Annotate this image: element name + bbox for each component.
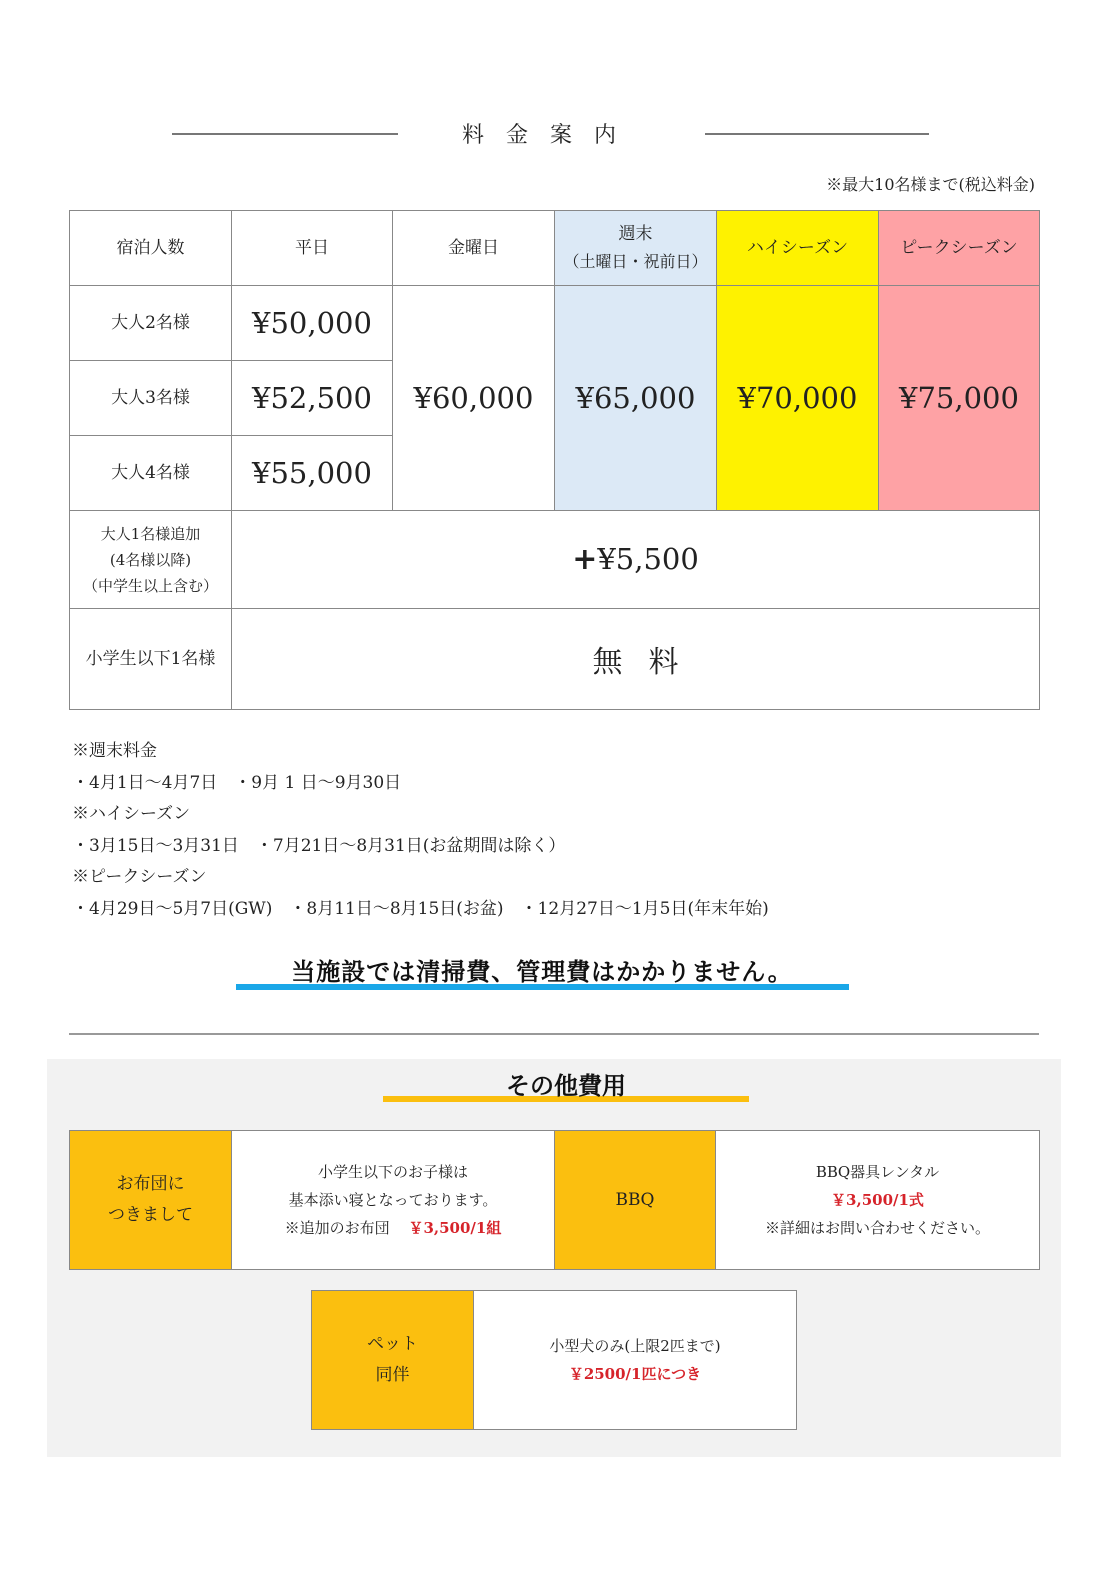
child-price-value: 無料 <box>592 645 705 680</box>
header-weekday: 平日 <box>232 211 393 286</box>
title-rule-left <box>172 133 398 135</box>
extra-label-line2: (4名様以降) <box>109 550 192 569</box>
price-weekend: ¥65,000 <box>555 286 717 511</box>
extra-label-line3: （中学生以上含む） <box>82 576 218 595</box>
pet-label <box>312 1291 474 1430</box>
price-friday: ¥60,000 <box>393 286 555 511</box>
header-high-season: ハイシーズン <box>717 211 879 286</box>
futon-line1: 小学生以下のお子様は <box>317 1163 468 1181</box>
price-high-season: ¥70,000 <box>717 286 879 511</box>
pet-price: ￥2500/1匹につき <box>568 1365 702 1383</box>
pet-fee-table <box>311 1290 797 1430</box>
section-divider <box>69 1033 1039 1035</box>
futon-label <box>70 1131 232 1270</box>
season-note-line: ・3月15日〜3月31日 ・7月21日〜8月31日(お盆期間は除く） <box>72 835 566 856</box>
pet-label-line1: ペット <box>367 1334 418 1354</box>
other-fees-title: その他費用 <box>506 1071 626 1100</box>
header-weekend-line1: 週末 <box>618 224 653 244</box>
other-fees-table <box>69 1130 1040 1270</box>
season-note-line: ※ハイシーズン <box>72 804 191 824</box>
capacity-note: ※最大10名様まで(税込料金) <box>826 175 1035 194</box>
header-friday: 金曜日 <box>393 211 555 286</box>
extra-adult-price-value: ¥5,500 <box>597 542 699 576</box>
header-peak-season: ピークシーズン <box>879 211 1040 286</box>
pet-label-line2: 同伴 <box>375 1365 410 1385</box>
futon-label-line1: お布団に <box>116 1174 185 1194</box>
row-label-child: 小学生以下1名様 <box>70 609 232 710</box>
futon-line3 <box>232 1214 554 1242</box>
futon-line3-prefix: ※追加のお布団 <box>284 1219 390 1237</box>
futon-price: ￥3,500/1組 <box>408 1219 502 1237</box>
page-title: 料金案内 <box>461 123 638 148</box>
pet-details <box>474 1291 797 1430</box>
row-label-adults-2: 大人2名様 <box>70 286 232 361</box>
futon-line2: 基本添い寝となっております。 <box>288 1191 498 1209</box>
season-note-line: ・4月29日〜5月7日(GW) ・8月11日〜8月15日(お盆) ・12月27日〜1月5日(年末年始) <box>72 898 769 919</box>
child-price <box>232 609 1040 710</box>
bbq-line1: BBQ器具レンタル <box>815 1163 940 1181</box>
extra-adult-price <box>232 511 1040 609</box>
season-notes <box>72 736 769 925</box>
no-fee-headline: 当施設では清掃費、管理費はかかりません。 <box>291 957 793 986</box>
row-label-adults-3: 大人3名様 <box>70 361 232 436</box>
price-weekday-4: ¥55,000 <box>232 436 393 511</box>
row-label-extra-adult <box>70 511 232 609</box>
rate-table <box>69 210 1040 710</box>
futon-details <box>232 1131 555 1270</box>
bbq-price: ￥3,500/1式 <box>831 1191 924 1209</box>
header-weekend <box>555 211 717 286</box>
bbq-details <box>716 1131 1040 1270</box>
season-note-line: ・4月1日〜4月7日 ・9月 1 日〜9月30日 <box>72 772 402 793</box>
futon-label-line2: つきまして <box>108 1205 193 1225</box>
pet-line1: 小型犬のみ(上限2匹まで) <box>549 1337 721 1355</box>
season-note-line: ※ピークシーズン <box>72 867 207 887</box>
title-rule-right <box>705 133 929 135</box>
price-weekday-3: ¥52,500 <box>232 361 393 436</box>
header-guests: 宿泊人数 <box>70 211 232 286</box>
plus-icon: + <box>572 542 598 577</box>
season-note-line: ※週末料金 <box>72 741 157 761</box>
price-weekday-2: ¥50,000 <box>232 286 393 361</box>
bbq-line3: ※詳細はお問い合わせください。 <box>764 1219 990 1237</box>
bbq-label: BBQ <box>555 1131 716 1270</box>
extra-label-line1: 大人1名様追加 <box>100 524 201 543</box>
header-weekend-line2: （土曜日・祝前日） <box>563 252 708 271</box>
price-peak-season: ¥75,000 <box>879 286 1040 511</box>
row-label-adults-4: 大人4名様 <box>70 436 232 511</box>
